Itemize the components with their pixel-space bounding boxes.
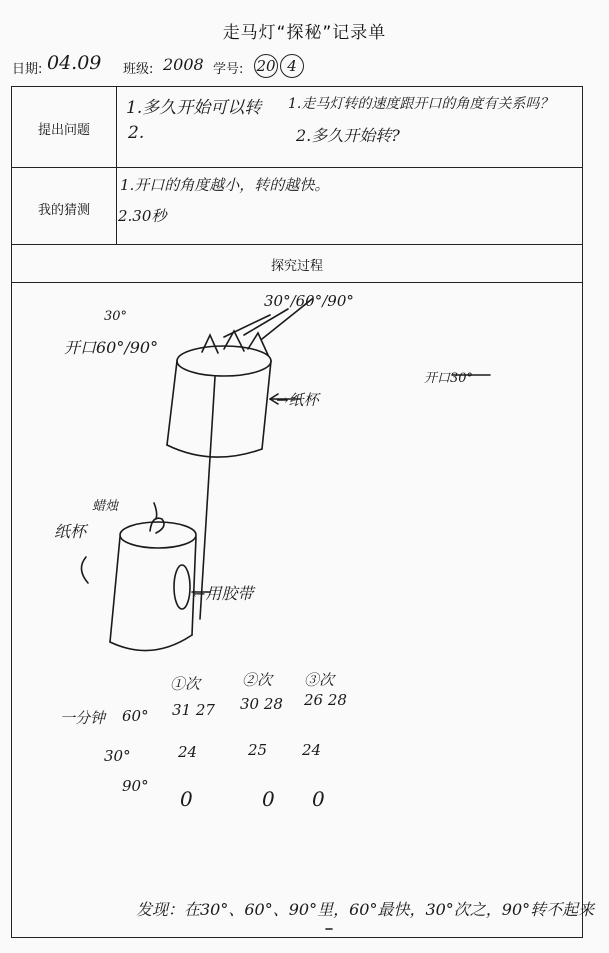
question-label: 提出问题 (37, 123, 90, 138)
lower-cup-left-side (110, 537, 120, 642)
result-cell: 24 (178, 743, 198, 761)
question-line-2: 2. (128, 123, 145, 143)
result-cell: 30 28 (240, 695, 283, 713)
upper-cup-left-side (167, 361, 177, 445)
upper-cup-top (177, 346, 271, 376)
guess-line-2: 2.30秒 (118, 207, 167, 225)
upper-cup-right-side (262, 361, 271, 449)
opening-30-right-label: 开口30° (424, 371, 474, 386)
candle-wick (154, 503, 157, 519)
result-cell: 25 (248, 741, 268, 759)
finding-text: 发现：在30°、60°、90°里，60°最快，30°次之，90°转不起来 (136, 900, 595, 919)
trial-header-1: ①次 (170, 675, 201, 693)
upper-cup-bottom (167, 445, 262, 457)
tape-loop (174, 565, 190, 609)
guess-line-1: 1.开口的角度越小，转的越快。 (120, 176, 330, 194)
question-line-1: 1.多久开始可以转 (126, 98, 262, 118)
paper-cup-top-label: →纸杯 (276, 391, 319, 409)
paper-cup-bottom-label: 纸杯 (54, 522, 87, 541)
tape-label: ←用胶带 (192, 584, 254, 603)
candle-flame (150, 518, 164, 533)
record-form (11, 86, 595, 938)
trial-header-3: ③次 (304, 671, 335, 689)
arrow-line (81, 557, 88, 583)
process-header: 探究过程 (270, 259, 323, 274)
candle-label: 蜡烛 (92, 499, 119, 514)
result-row-angle: 30° (104, 747, 131, 765)
result-cell: 26 28 (304, 691, 347, 709)
guess-label: 我的猜测 (37, 203, 90, 218)
class-value: 2008 (163, 55, 204, 74)
opening-angles-label: 开口60°/90° (64, 338, 159, 357)
arrow-line (244, 309, 288, 335)
row-header-minute: 一分钟 (60, 709, 106, 727)
student-no-circled-1: 20 (254, 54, 278, 78)
student-no-label: 学号: (213, 62, 244, 77)
result-cell: 24 (302, 741, 322, 759)
trial-header-2: ②次 (242, 671, 273, 689)
student-no-circled-2: 4 (280, 54, 304, 78)
page-title: 走马灯“探秘”记录单 (222, 23, 387, 43)
lower-cup-bottom (110, 635, 192, 651)
date-value: 04.09 (47, 52, 102, 74)
result-row-angle: 60° (122, 707, 149, 725)
vane (202, 335, 218, 353)
result-cell: 0 (312, 787, 325, 811)
angle-30-label: 30° (104, 309, 128, 324)
question-line-2-right: 2.多久开始转? (296, 126, 400, 145)
result-cell: 0 (180, 787, 193, 811)
student-no-value (254, 54, 306, 78)
result-row-angle: 90° (122, 777, 149, 795)
result-cell: 0 (262, 787, 275, 811)
vane (224, 331, 244, 351)
date-label: 日期: (12, 62, 43, 77)
class-label: 班级: (123, 62, 154, 77)
result-cell: 31 27 (172, 701, 215, 719)
lower-cup-top (120, 522, 196, 548)
question-line-1-right: 1.走马灯转的速度跟开口的角度有关系吗？ (288, 96, 554, 112)
top-angles-label: 30°/60°/90° (264, 292, 354, 310)
